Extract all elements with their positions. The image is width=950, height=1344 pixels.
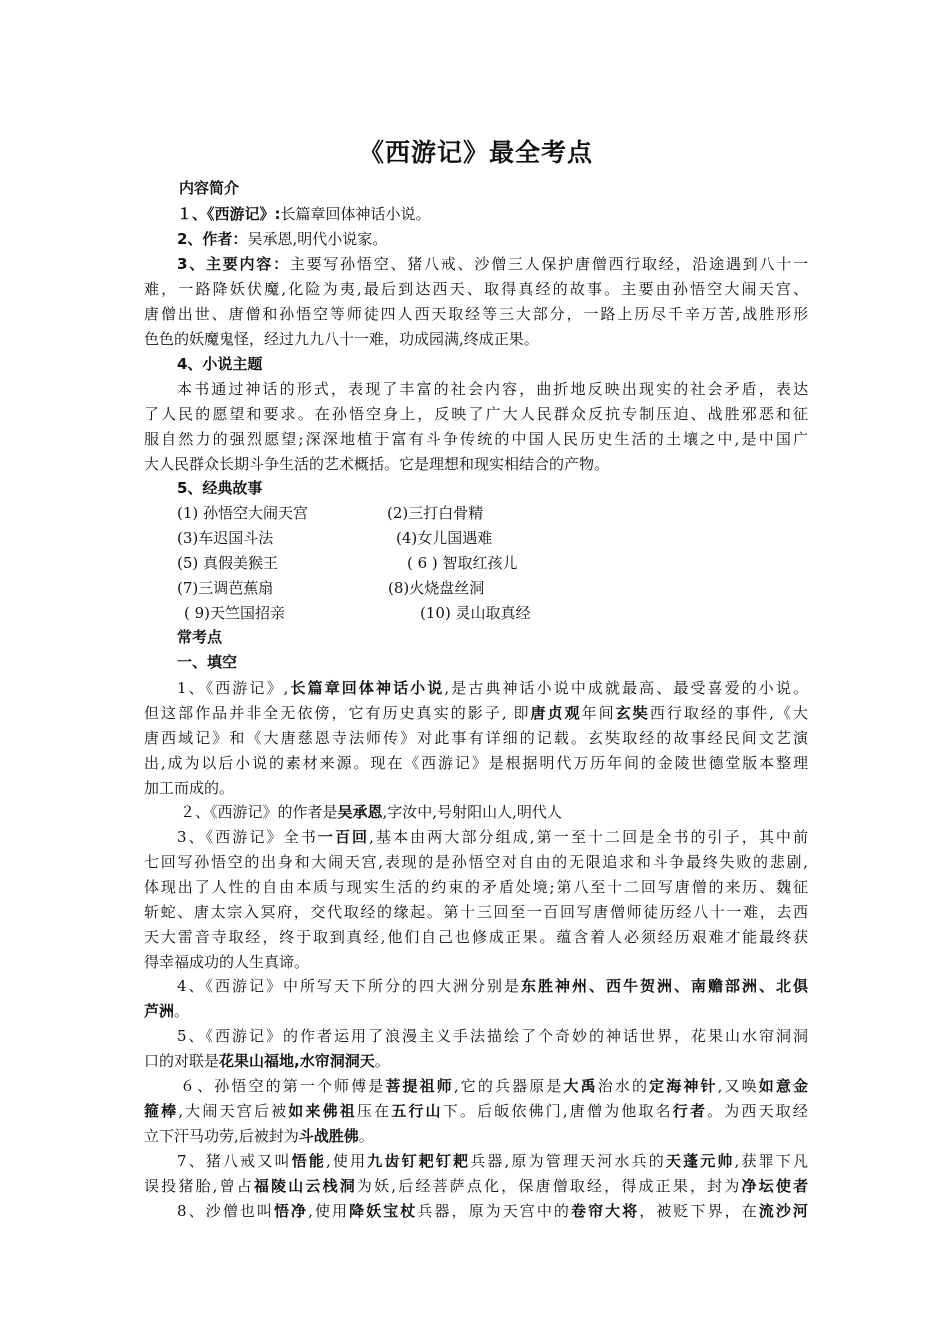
- story-item: (8)火烧盘丝洞: [388, 579, 485, 597]
- story-item: ( 6 ) 智取红孩儿: [407, 554, 518, 572]
- intro-item-1-label: １、《西游记》:: [177, 205, 281, 223]
- theme-line-4: 大人民群众长期斗争生活的艺术概括。它是理想和现实相结合的产物。: [144, 455, 610, 473]
- exam-item-3-line-2: 七回写孙悟空的出身和大闹天宫,表现的是孙悟空对自由的无限追求和斗争最终失败的悲剧,: [144, 853, 808, 871]
- exam-item-1-line-2: 但这部作品并非全无依傍，它有历史真实的影子, 即唐贞观年间玄奘西行取经的事件,《大: [144, 704, 808, 722]
- intro-item-1: [144, 204, 841, 224]
- story-item: (1) 孙悟空大闹天宫: [177, 504, 309, 522]
- exam-item-4-line-1: 4、《西游记》中所写天下所分的四大洲分别是东胜神州、西牛贺洲、南赡部洲、北俱: [177, 977, 808, 995]
- intro-item-3-line-2: 难，一路降妖伏魔,化险为夷,最后到达西天、取得真经的故事。主要由孙悟空大闹天宫、: [144, 280, 808, 298]
- exam-item-3-line-5: 天大雷音寺取经，终于取到真经,他们自己也修成正果。蕴含着人必须经历艰难才能最终获: [144, 928, 808, 946]
- story-item: (4)女儿国遇难: [396, 529, 493, 547]
- story-item: (3)车迟国斗法: [177, 529, 274, 547]
- intro-item-3-line-3: 唐僧出世、唐僧和孙悟空等师徒四人西天取经等三大部分，一路上历尽千辛万苦,战胜形形: [144, 305, 808, 323]
- exam-item-3-line-1: 3、《西游记》全书一百回,基本由两大部分组成,第一至十二回是全书的引子，其中前: [177, 828, 808, 846]
- story-item: (2)三打白骨精: [387, 504, 484, 522]
- exam-item-6-line-3: 立下汗马功劳,后被封为斗战胜佛。: [144, 1127, 374, 1145]
- exam-item-1-line-1: 1、《西游记》,长篇章回体神话小说,是古典神话小说中成就最高、最受喜爱的小说。: [177, 679, 808, 697]
- exam-item-1-line-5: 加工而成的。: [144, 779, 235, 797]
- exam-item-7-line-1: 7、猪八戒又叫悟能,使用九齿钉耙钉耙兵器,原为管理天河水兵的天蓬元帅,获罪下凡: [177, 1152, 808, 1170]
- intro-item-3-line-4: 色色的妖魔鬼怪，经过九九八十一难，功成园满,终成正果。: [144, 330, 539, 348]
- exam-item-6-line-2: 箍棒,大闹天宫后被如来佛祖压在五行山下。后皈依佛门,唐僧为他取名行者。为西天取经: [144, 1102, 808, 1120]
- theme-line-3: 服自然力的强烈愿望;深深地植于富有斗争传统的中国人民历史生活的土壤之中,是中国广: [144, 430, 808, 448]
- story-item: ( 9)天竺国招亲: [184, 604, 286, 622]
- section-heading-fill-in: 一、填空: [177, 653, 238, 671]
- exam-item-1-line-3: 唐西域记》和《大唐慈恩寺法师传》对此事有详细的记载。玄奘取经的故事经民间文艺演: [144, 729, 808, 747]
- intro-item-2-label: 2、作者：: [177, 230, 248, 248]
- intro-item-2: [144, 229, 841, 249]
- stories-heading: 5、经典故事: [177, 479, 263, 497]
- exam-item-7-line-2: 误投猪胎,曾占福陵山云栈洞为妖,后经菩萨点化，保唐僧取经，得成正果，封为净坛使者: [144, 1177, 808, 1195]
- document-title: 《西游记》最全考点: [358, 138, 593, 167]
- exam-item-3-line-3: 体现出了人性的自由本质与现实生活的约束的矛盾处境;第八至十二回写唐僧的来历、魏征: [144, 878, 808, 896]
- story-item: (5) 真假美猴王: [177, 554, 279, 572]
- exam-item-2: ２、《西游记》的作者是吴承恩,字汝中,号射阳山人,明代人: [180, 803, 562, 821]
- theme-heading: 4、小说主题: [177, 355, 263, 373]
- section-heading-intro: 内容简介: [179, 179, 240, 197]
- theme-line-1: 本书通过神话的形式，表现了丰富的社会内容，曲折地反映出现实的社会矛盾，表达: [177, 380, 808, 398]
- exam-item-3-line-6: 得幸福成功的人生真谛。: [144, 953, 310, 971]
- exam-item-8-line-1: 8、沙僧也叫悟净,使用降妖宝杖兵器，原为天宫中的卷帘大将，被贬下界，在流沙河: [177, 1202, 808, 1220]
- intro-item-3-label: 3、主要内容：: [177, 255, 290, 273]
- story-item: (7)三调芭蕉扇: [177, 579, 274, 597]
- exam-item-6-line-1: ６、孙悟空的第一个师傅是菩提祖师,它的兵器原是大禹治水的定海神针,又唤如意金: [180, 1077, 808, 1095]
- intro-item-3-line-1: 3、主要内容：主要写孙悟空、猪八戒、沙僧三人保护唐僧西行取经，沿途遇到八十一: [177, 255, 808, 273]
- exam-item-5-line-1: 5、《西游记》的作者运用了浪漫主义手法描绘了个奇妙的神话世界，花果山水帘洞洞: [177, 1027, 808, 1045]
- exam-item-4-line-2: 芦洲。: [144, 1002, 190, 1020]
- theme-line-2: 了人民的愿望和要求。在孙悟空身上，反映了广大人民群众反抗专制压迫、战胜邪恶和征: [144, 405, 808, 423]
- intro-item-1-text: 长篇章回体神话小说。: [280, 205, 431, 223]
- exam-item-1-line-4: 出,成为以后小说的素材来源。现在《西游记》是根据明代万历年间的金陵世德堂版本整理: [144, 754, 808, 772]
- story-item: (10) 灵山取真经: [420, 604, 531, 622]
- intro-item-2-text: 吴承恩,明代小说家。: [247, 230, 388, 248]
- exam-item-3-line-4: 斩蛇、唐太宗入冥府，交代取经的缘起。第十三回至一百回写唐僧师徒历经八十一难，去西: [144, 903, 808, 921]
- section-heading-exam: 常考点: [177, 628, 223, 646]
- exam-item-5-line-2: 口的对联是花果山福地,水帘洞洞天。: [144, 1052, 390, 1070]
